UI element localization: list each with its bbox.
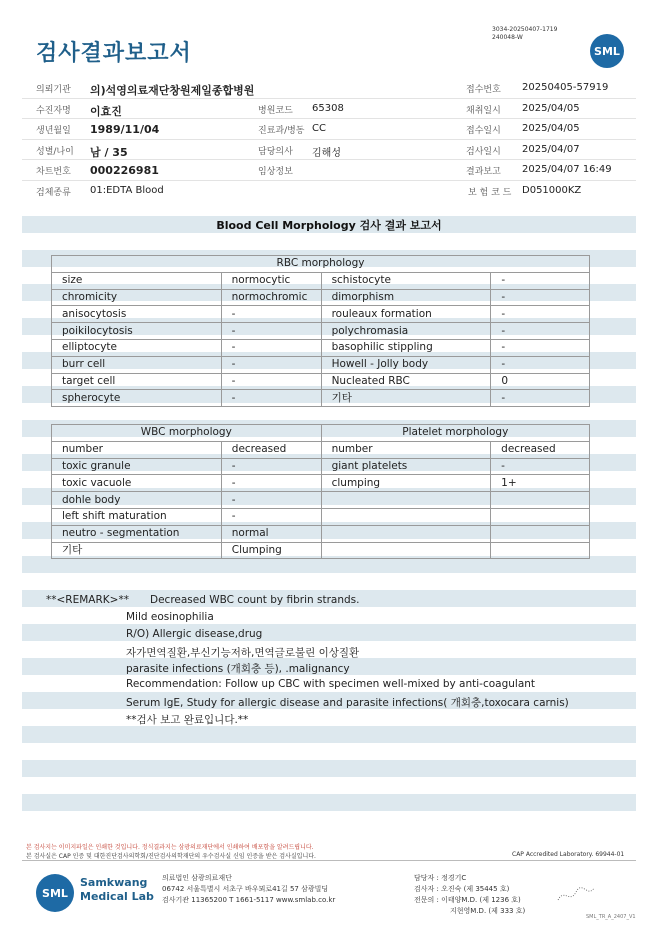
rbc-cell: target cell [52,373,222,390]
wbc-cell: - [491,458,590,475]
rbc-cell: 0 [491,373,590,390]
wbc-platelet-morphology-table [51,424,590,559]
wbc-cell: clumping [321,475,491,492]
footer-staff-line-3: 전문의 : 이태양M.D. (제 1236 호) [414,896,521,904]
dob-value: 1989/11/04 [90,123,160,136]
info-row-sex-age [22,140,636,161]
form-version: SML_TR_A_2407_V1 [586,914,636,920]
wbc-cell: - [221,458,321,475]
wbc-row [52,475,590,492]
background-stripe [22,811,636,828]
info-row-dob [22,119,636,140]
chart-value: 000226981 [90,164,159,177]
remark-line: R/O) Allergic disease,drug [126,628,263,640]
rbc-cell: burr cell [52,356,222,373]
wbc-cell: decreased [491,441,590,458]
collect-value: 2025/04/05 [522,102,580,114]
dept-value: CC [312,123,326,134]
wbc-row [52,458,590,475]
rbc-cell: - [491,306,590,323]
wbc-row [52,492,590,509]
remark-line: 자가면역질환,부신기능저하,면역글로불린 이상질환 [126,647,360,659]
wbc-cell [321,542,491,559]
rbc-cell: schistocyte [321,272,491,289]
document-code [492,26,557,42]
footer-address [162,873,335,906]
footer-notice-red: 본 검사지는 이미지파일은 인쇄한 것입니다. 정식결과지는 삼광의료재단에서 인쇄하여 배포함을 알려드립니다. [26,844,314,851]
rbc-cell: normocytic [221,272,321,289]
footer-brand-line-1: Samkwang [80,876,148,889]
rbc-cell: - [491,289,590,306]
rbc-row [52,339,590,356]
rbc-cell: - [221,373,321,390]
wbc-cell: dohle body [52,492,222,509]
footer-notice: 본 검사실은 CAP 인증 및 대한진단검사의학회/진단검사의학재단의 우수검사실 신임 인증을 받은 검사실입니다. [26,853,316,860]
rbc-cell: - [491,323,590,340]
institution-label: 의뢰기관 [36,85,71,95]
rbc-cell: anisocytosis [52,306,222,323]
dept-label: 진료과/병동 [258,126,305,136]
cap-accreditation: CAP Accredited Laboratory. 69944-01 [512,851,625,858]
report-title: Blood Cell Morphology 검사 결과 보고서 [216,219,442,232]
wbc-cell [491,542,590,559]
doctor-value: 김해성 [312,147,341,159]
signature-mark [556,882,596,906]
sex-age-value: 남 / 35 [90,145,128,159]
insurance-label: 보 험 코 드 [468,187,512,198]
rbc-cell: - [491,356,590,373]
institution-value: 의)석영의료재단창원제일종합병원 [90,84,255,97]
rbc-cell: basophilic stippling [321,339,491,356]
dob-label: 생년월일 [36,126,71,136]
wbc-cell: giant platelets [321,458,491,475]
chart-label: 차트번호 [36,167,71,177]
test-date-value: 2025/04/07 [522,143,580,155]
rbc-row [52,390,590,407]
rbc-cell: 기타 [321,390,491,407]
receipt-date-label: 접수일시 [466,126,501,136]
wbc-header-row [52,425,590,442]
rbc-cell: - [491,272,590,289]
footer-divider [22,860,636,861]
doctor-label: 담당의사 [258,146,293,157]
hosp-code-value: 65308 [312,102,344,114]
receipt-date-value: 2025/04/05 [522,123,580,134]
rbc-cell: spherocyte [52,390,222,407]
wbc-cell: - [221,508,321,525]
background-stripe [22,607,636,624]
collect-label: 채취일시 [466,105,501,116]
wbc-header: WBC morphology [52,425,322,442]
rbc-cell: normochromic [221,289,321,306]
wbc-cell: number [321,441,491,458]
background-stripe [22,233,636,250]
footer-address-line-1: 의료법인 삼광의료재단 [162,874,232,882]
background-stripe [22,743,636,760]
background-stripe [22,573,636,590]
rbc-cell: - [221,356,321,373]
background-stripe [22,624,636,641]
rbc-header: RBC morphology [52,256,590,273]
rbc-row [52,373,590,390]
test-date-label: 검사일시 [466,146,501,157]
rbc-cell: chromicity [52,289,222,306]
rbc-cell: Howell - Jolly body [321,356,491,373]
name-value: 이효진 [90,104,122,118]
background-stripe [22,726,636,743]
report-date-value: 2025/04/07 16:49 [522,164,612,175]
wbc-cell: - [221,475,321,492]
background-stripe [22,794,636,811]
hosp-code-label: 병원코드 [258,105,293,116]
wbc-cell [321,525,491,542]
wbc-cell: Clumping [221,542,321,559]
footer-staff-line-2: 검사자 : 오진숙 (제 35445 호) [414,885,510,893]
wbc-cell: 기타 [52,542,222,559]
page-title: 검사결과보고서 [36,41,192,66]
footer-staff-line-4: 지현영M.D. (제 333 호) [450,907,526,915]
footer-address-line-2: 06742 서울특별시 서초구 바우뫼로41길 57 삼광빌딩 [162,885,329,893]
rbc-cell: - [221,306,321,323]
patient-info [22,78,636,201]
rbc-row [52,306,590,323]
sml-logo: SML [590,34,624,68]
rbc-cell: - [491,339,590,356]
wbc-cell: decreased [221,441,321,458]
clinical-label: 임상정보 [258,167,293,177]
wbc-cell: 1+ [491,475,590,492]
footer-address-line-3: 검사기관 11365200 T 1661-5117 www.smlab.co.kr [162,896,336,904]
receipt-no-value: 20250405-57919 [522,82,609,93]
remark-line: **검사 보고 완료입니다.** [126,714,249,726]
background-stripe [22,777,636,794]
wbc-cell: left shift maturation [52,508,222,525]
footer-brand [80,876,154,904]
wbc-cell: neutro - segmentation [52,525,222,542]
info-row-specimen [22,181,636,202]
wbc-cell [491,508,590,525]
wbc-row [52,441,590,458]
info-row-chart [22,160,636,181]
rbc-cell: polychromasia [321,323,491,340]
remark-line: Decreased WBC count by fibrin strands. [150,594,360,606]
rbc-cell: - [221,390,321,407]
wbc-cell [491,525,590,542]
footer-sml-logo: SML [36,874,74,912]
rbc-cell: - [221,323,321,340]
remark-line: Mild eosinophilia [126,611,214,623]
info-row-institution [22,78,636,99]
remark-line: Recommendation: Follow up CBC with specimen well-mixed by anti-coagulant [126,678,536,690]
wbc-cell [321,492,491,509]
wbc-cell: toxic granule [52,458,222,475]
wbc-row [52,525,590,542]
rbc-cell: poikilocytosis [52,323,222,340]
rbc-row [52,272,590,289]
info-row-name [22,99,636,120]
footer-brand-line-2: Medical Lab [80,890,154,903]
remark-line: parasite infections (개회충 등), .malignancy [126,663,350,675]
rbc-row [52,323,590,340]
remark-line: Serum IgE, Study for allergic disease and parasite infections( 개회충,toxocara carnis) [126,697,569,709]
rbc-row [52,356,590,373]
rbc-cell: - [221,339,321,356]
rbc-cell: size [52,272,222,289]
rbc-cell: elliptocyte [52,339,222,356]
rbc-cell: - [491,390,590,407]
insurance-value: D051000KZ [522,184,582,196]
specimen-label: 검체종류 [36,187,71,198]
receipt-no-label: 접수번호 [466,85,501,95]
document-code-line-2: 240048-W [492,34,523,41]
sex-age-label: 성별/나이 [36,146,74,157]
wbc-cell [491,492,590,509]
document-code-line-1: 3034-20250407-1719 [492,26,558,33]
background-stripe [22,709,636,726]
rbc-header-row [52,256,590,273]
platelet-header: Platelet morphology [321,425,589,442]
background-stripe [22,760,636,777]
wbc-cell: normal [221,525,321,542]
wbc-cell [321,508,491,525]
wbc-cell: - [221,492,321,509]
footer-staff-line-1: 담당자 : 정경기C [414,874,467,882]
rbc-morphology-table [51,255,590,407]
rbc-row [52,289,590,306]
wbc-row [52,542,590,559]
report-date-label: 결과보고 [466,167,501,177]
wbc-row [52,508,590,525]
wbc-cell: toxic vacuole [52,475,222,492]
name-label: 수진자명 [36,105,71,116]
remark-label: **<REMARK>** [46,594,129,606]
rbc-cell: Nucleated RBC [321,373,491,390]
rbc-cell: dimorphism [321,289,491,306]
specimen-value: 01:EDTA Blood [90,184,164,196]
rbc-cell: rouleaux formation [321,306,491,323]
wbc-cell: number [52,441,222,458]
footer-staff [414,873,525,917]
